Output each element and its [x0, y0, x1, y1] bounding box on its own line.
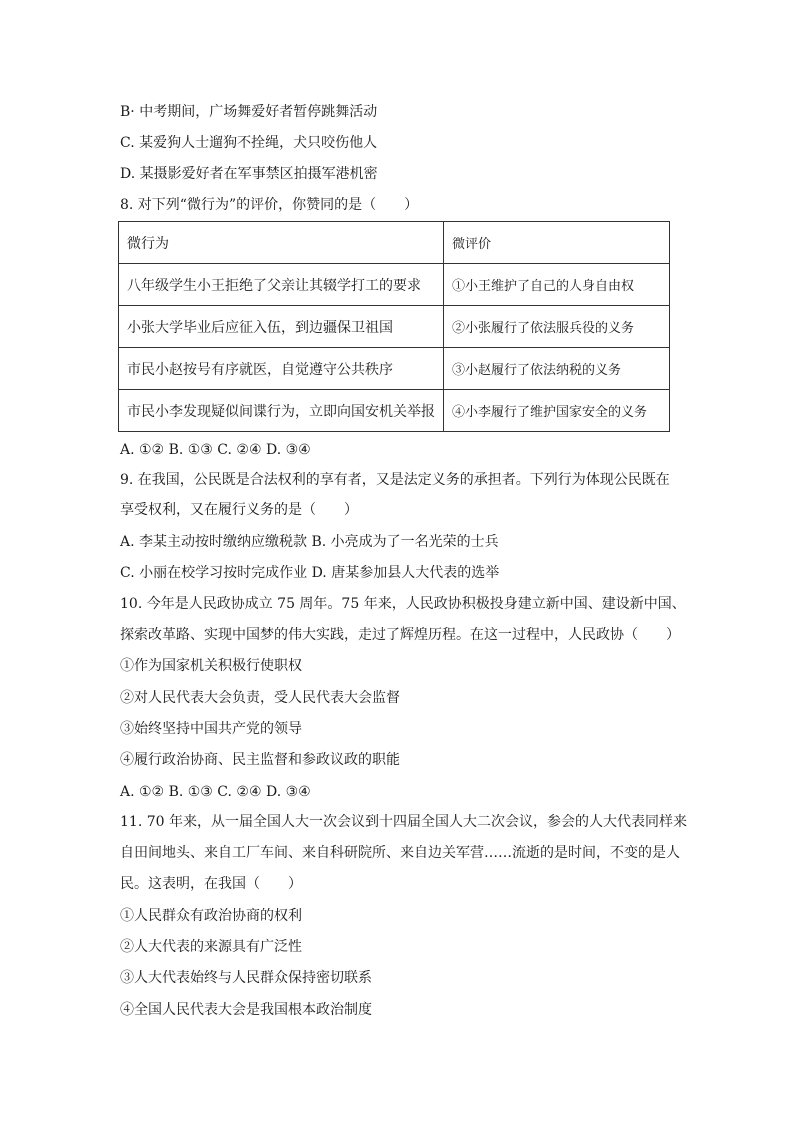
table-cell: ③小赵履行了依法纳税的义务 [444, 348, 670, 390]
table-header-row [119, 222, 670, 264]
q10-item-4: ④履行政治协商、民主监督和参政议政的职能 [120, 752, 400, 768]
q7-option-d: D. 某摄影爱好者在军事禁区拍摄军港机密 [120, 166, 378, 182]
table-cell: 市民小赵按号有序就医，自觉遵守公共秩序 [119, 348, 444, 390]
q10-options: A. ①② B. ①③ C. ②④ D. ③④ [120, 784, 311, 800]
table-row [119, 348, 670, 390]
q11-item-2: ②人大代表的来源具有广泛性 [120, 939, 302, 955]
q9-stem-line1: 9. 在我国，公民既是合法权利的享有者，又是法定义务的承担者。下列行为体现公民既在 [120, 472, 670, 488]
q8-stem: 8. 对下列“微行为”的评价，你赞同的是（ ） [120, 197, 419, 213]
table-cell: 市民小李发现疑似间谍行为，立即向国安机关举报 [119, 390, 444, 432]
table-cell: 八年级学生小王拒绝了父亲让其辍学打工的要求 [119, 264, 444, 306]
table-header-cell: 微行为 [119, 222, 444, 264]
q11-stem-line1: 11. 70 年来，从一届全国人大一次会议到十四届全国人大二次会议，参会的人大代表同样来 [120, 814, 687, 830]
q10-stem-line1: 10. 今年是人民政协成立 75 周年。75 年来，人民政协积极投身建立新中国、建设新中国、 [120, 596, 686, 612]
q8-table [118, 221, 670, 432]
q10-item-2: ②对人民代表大会负责，受人民代表大会监督 [120, 690, 400, 706]
q9-stem-line2: 享受权利，又在履行义务的是（ ） [120, 502, 358, 518]
q11-stem-line3: 民。这表明，在我国（ ） [120, 876, 302, 892]
table-cell: ①小王维护了自己的人身自由权 [444, 264, 670, 306]
table-row [119, 306, 670, 348]
q10-item-1: ①作为国家机关积极行使职权 [120, 658, 302, 674]
q10-item-3: ③始终坚持中国共产党的领导 [120, 721, 302, 737]
table-header-cell: 微评价 [444, 222, 670, 264]
q11-item-3: ③人大代表始终与人民群众保持密切联系 [120, 970, 372, 986]
q8-options: A. ①② B. ①③ C. ②④ D. ③④ [120, 442, 311, 458]
q9-options-cd: C. 小丽在校学习按时完成作业 D. 唐某参加县人大代表的选举 [120, 565, 500, 581]
table-cell: 小张大学毕业后应征入伍，到边疆保卫祖国 [119, 306, 444, 348]
q9-options-ab: A. 李某主动按时缴纳应缴税款 B. 小亮成为了一名光荣的士兵 [120, 534, 499, 550]
q10-stem-line2: 探索改革路、实现中国梦的伟大实践，走过了辉煌历程。在这一过程中，人民政协（ ） [120, 627, 680, 643]
q11-stem-line2: 自田间地头、来自工厂车间、来自科研院所、来自边关军营……流逝的是时间，不变的是人 [120, 845, 680, 861]
q7-option-b: B· 中考期间，广场舞爱好者暂停跳舞活动 [120, 104, 378, 120]
table-cell: ②小张履行了依法服兵役的义务 [444, 306, 670, 348]
q7-option-c: C. 某爱狗人士遛狗不拴绳，犬只咬伤他人 [120, 135, 378, 151]
table-cell: ④小李履行了维护国家安全的义务 [444, 390, 670, 432]
table-row [119, 264, 670, 306]
table-row [119, 390, 670, 432]
q11-item-1: ①人民群众有政治协商的权利 [120, 908, 302, 924]
q11-item-4: ④全国人民代表大会是我国根本政治制度 [120, 1002, 372, 1018]
